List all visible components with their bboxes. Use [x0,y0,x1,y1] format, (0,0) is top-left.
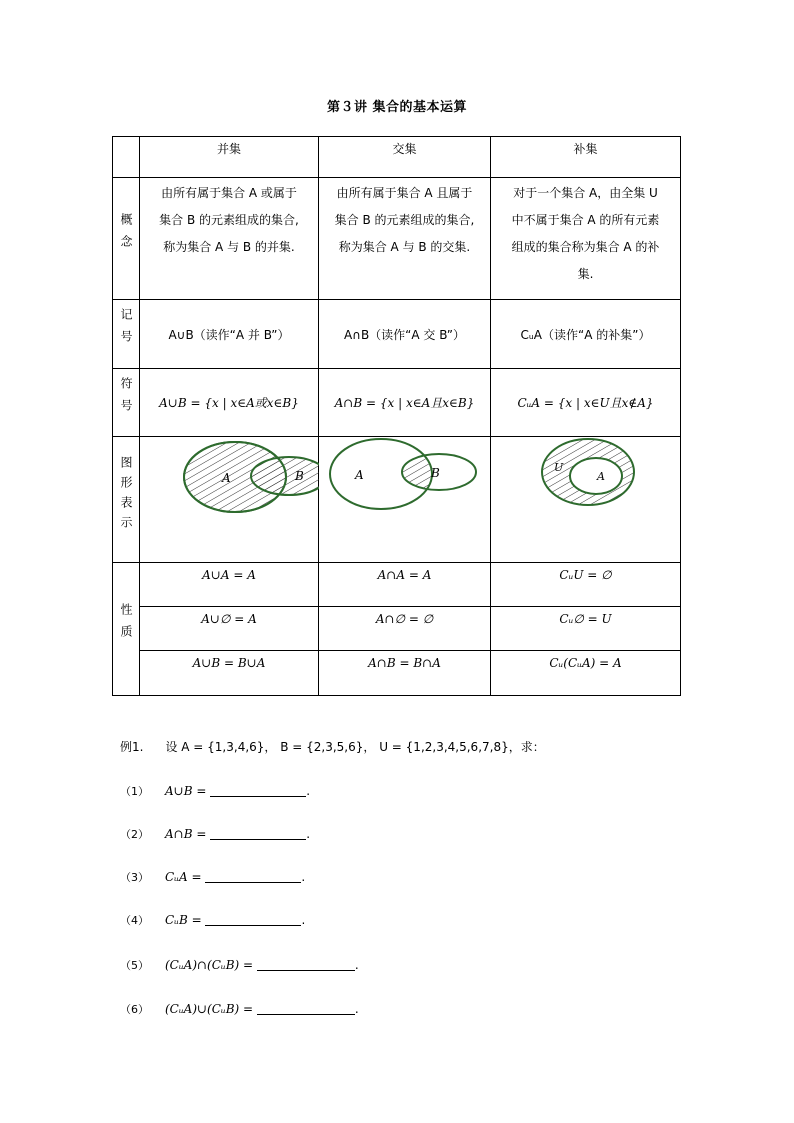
property-complement-1: CᵤU = ∅ [491,563,681,607]
property-union-1: A∪A = A [140,563,319,607]
figure-row [113,437,681,563]
property-complement-3: Cᵤ(CᵤA) = A [491,651,681,696]
example-item-2: （2） A∩B = . [120,827,311,841]
intersection-label-b: B [431,466,440,480]
example-item-5: （5） (CᵤA)∩(CᵤB) = . [120,958,359,972]
example-label: 例1. [120,740,144,754]
answer-blank-4[interactable] [205,913,301,926]
notation-row [113,300,681,369]
union-venn-diagram [140,437,319,559]
figure-complement-cell [491,437,681,563]
example-item-1: （1） A∪B = . [120,784,311,798]
property-complement-2: Cᵤ∅ = U [491,607,681,651]
notation-union: A∪B（读作“A 并 B”） [140,300,319,369]
header-complement: 补集 [491,137,681,178]
notation-intersection: A∩B（读作“A 交 B”） [319,300,491,369]
row-label-notation: 记号 [113,300,140,369]
answer-blank-6[interactable] [257,1002,355,1015]
header-union: 并集 [140,137,319,178]
union-label-a: A [222,471,231,485]
property-intersection-3: A∩B = B∩A [319,651,491,696]
notation-complement: CᵤA（读作“A 的补集”） [491,300,681,369]
answer-blank-2[interactable] [210,827,306,840]
answer-blank-5[interactable] [257,958,355,971]
header-row [113,137,681,178]
property-intersection-1: A∩A = A [319,563,491,607]
header-intersection: 交集 [319,137,491,178]
set-operations-table [112,136,681,696]
symbol-union: A∪B = {x | x∈A或x∈B} [140,369,319,437]
property-row-3 [113,651,681,696]
concept-intersection: 由所有属于集合 A 且属于 集合 B 的元素组成的集合, 称为集合 A 与 B 的交集. [319,178,491,300]
answer-blank-1[interactable] [210,784,306,797]
union-label-b: B [295,469,304,483]
symbol-complement: CᵤA = {x | x∈U且x∉A} [491,369,681,437]
figure-intersection-cell [319,437,491,563]
row-label-figure: 图形表示 [113,437,140,563]
page-title: 第３讲 集合的基本运算 [326,100,468,115]
example-item-6: （6） (CᵤA)∪(CᵤB) = . [120,1002,359,1016]
example-item-4: （4） CᵤB = . [120,913,306,927]
complement-label-u: U [554,461,564,474]
property-intersection-2: A∩∅ = ∅ [319,607,491,651]
header-empty [113,137,140,178]
example-text: 设 A = {1,3,4,6}， B = {2,3,5,6}， U = {1,2,3,4,5,6,7,8}，求： [165,740,545,754]
symbol-intersection: A∩B = {x | x∈A且x∈B} [319,369,491,437]
row-label-symbol: 符号 [113,369,140,437]
complement-venn-diagram [491,437,681,559]
row-label-properties: 性质 [113,563,140,696]
answer-blank-3[interactable] [205,870,301,883]
concept-complement: 对于一个集合 A，由全集 U 中不属于集合 A 的所有元素 组成的集合称为集合 A 的补 集. [491,178,681,300]
figure-union-cell [140,437,319,563]
complement-label-a: A [597,470,605,483]
row-label-concept: 概念 [113,178,140,300]
symbol-row [113,369,681,437]
property-union-3: A∪B = B∪A [140,651,319,696]
property-row-2 [113,607,681,651]
example-statement [120,738,545,755]
intersection-label-a: A [355,468,364,482]
concept-union: 由所有属于集合 A 或属于 集合 B 的元素组成的集合, 称为集合 A 与 B 的并集. [140,178,319,300]
set-a-ellipse [570,458,622,494]
concept-row [113,178,681,300]
property-union-2: A∪∅ = A [140,607,319,651]
property-row-1 [113,563,681,607]
example-item-3: （3） CᵤA = . [120,870,306,884]
intersection-venn-diagram [319,437,491,559]
